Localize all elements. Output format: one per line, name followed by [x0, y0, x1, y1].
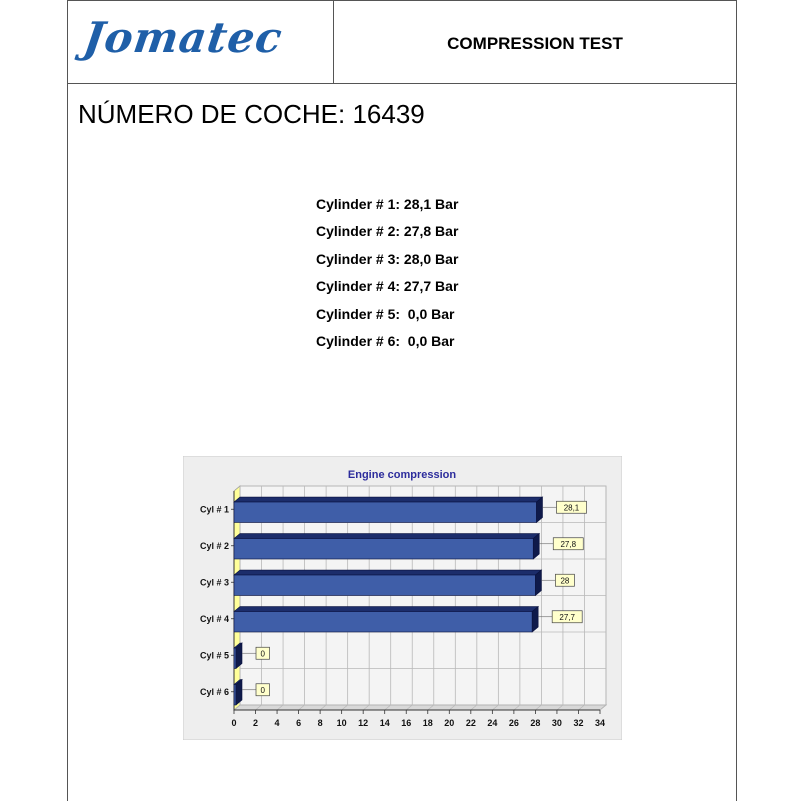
bar-top-face	[234, 607, 538, 612]
bar	[234, 502, 536, 522]
x-tick-label: 14	[379, 718, 390, 728]
y-category-label: Cyl # 6	[199, 686, 229, 697]
data-label: 28,1	[563, 503, 580, 513]
bar-top-face	[234, 570, 541, 575]
x-tick-label: 20	[444, 718, 455, 728]
y-category-label: Cyl # 4	[199, 613, 229, 624]
data-label: 27,8	[560, 539, 577, 549]
car-number: NÚMERO DE COCHE: 16439	[78, 99, 425, 129]
cylinder-reading-1: Cylinder # 1: 28,1 Bar	[316, 196, 459, 212]
x-tick-label: 2	[253, 718, 259, 728]
x-tick-label: 34	[594, 718, 606, 728]
cylinder-readings	[316, 193, 458, 357]
chart-plot-area	[200, 486, 606, 728]
y-category-label: Cyl # 1	[199, 504, 229, 515]
x-tick-label: 32	[573, 718, 584, 728]
x-tick-label: 8	[317, 718, 323, 728]
x-tick-label: 22	[465, 718, 476, 728]
x-tick-label: 10	[336, 718, 347, 728]
cylinder-reading-6: Cylinder # 6: 0,0 Bar	[316, 332, 455, 349]
x-tick-label: 24	[487, 718, 498, 728]
x-tick-label: 0	[231, 718, 237, 728]
x-tick-label: 28	[530, 718, 541, 728]
x-tick-label: 4	[274, 718, 280, 728]
cylinder-reading-4: Cylinder # 4: 27,7 Bar	[316, 278, 459, 295]
data-label: 0	[260, 649, 265, 659]
x-tick-label: 12	[358, 718, 369, 728]
report-header	[68, 1, 736, 84]
cylinder-reading-3: Cylinder # 3: 28,0 Bar	[316, 250, 459, 267]
bar	[234, 648, 236, 668]
bar-top-face	[234, 497, 542, 502]
x-tick-label: 18	[422, 718, 433, 728]
y-category-label: Cyl # 5	[199, 650, 229, 661]
report-title: COMPRESSION TEST	[447, 34, 623, 53]
bar	[234, 685, 236, 705]
bar	[234, 575, 535, 595]
data-label: 0	[260, 685, 265, 695]
engine-compression-chart	[183, 456, 622, 740]
cylinder-reading-5: Cylinder # 5: 0,0 Bar	[316, 305, 455, 322]
y-category-label: Cyl # 3	[199, 577, 229, 588]
bar	[234, 539, 533, 559]
bar	[234, 612, 532, 632]
x-tick-label: 6	[296, 718, 302, 728]
cylinder-reading-2: Cylinder # 2: 27,8 Bar	[316, 223, 459, 240]
bar-top-face	[234, 534, 539, 539]
x-tick-label: 30	[551, 718, 562, 728]
chart-title: Engine compression	[347, 469, 457, 481]
y-category-label: Cyl # 2	[199, 540, 229, 551]
jomatec-logo: Jomatec	[80, 13, 286, 62]
data-label: 27,7	[559, 612, 575, 622]
x-tick-label: 26	[508, 718, 519, 728]
x-tick-label: 16	[401, 718, 412, 728]
logo-cell	[68, 1, 334, 83]
chart-floor	[234, 705, 606, 710]
data-label: 28	[560, 576, 570, 586]
